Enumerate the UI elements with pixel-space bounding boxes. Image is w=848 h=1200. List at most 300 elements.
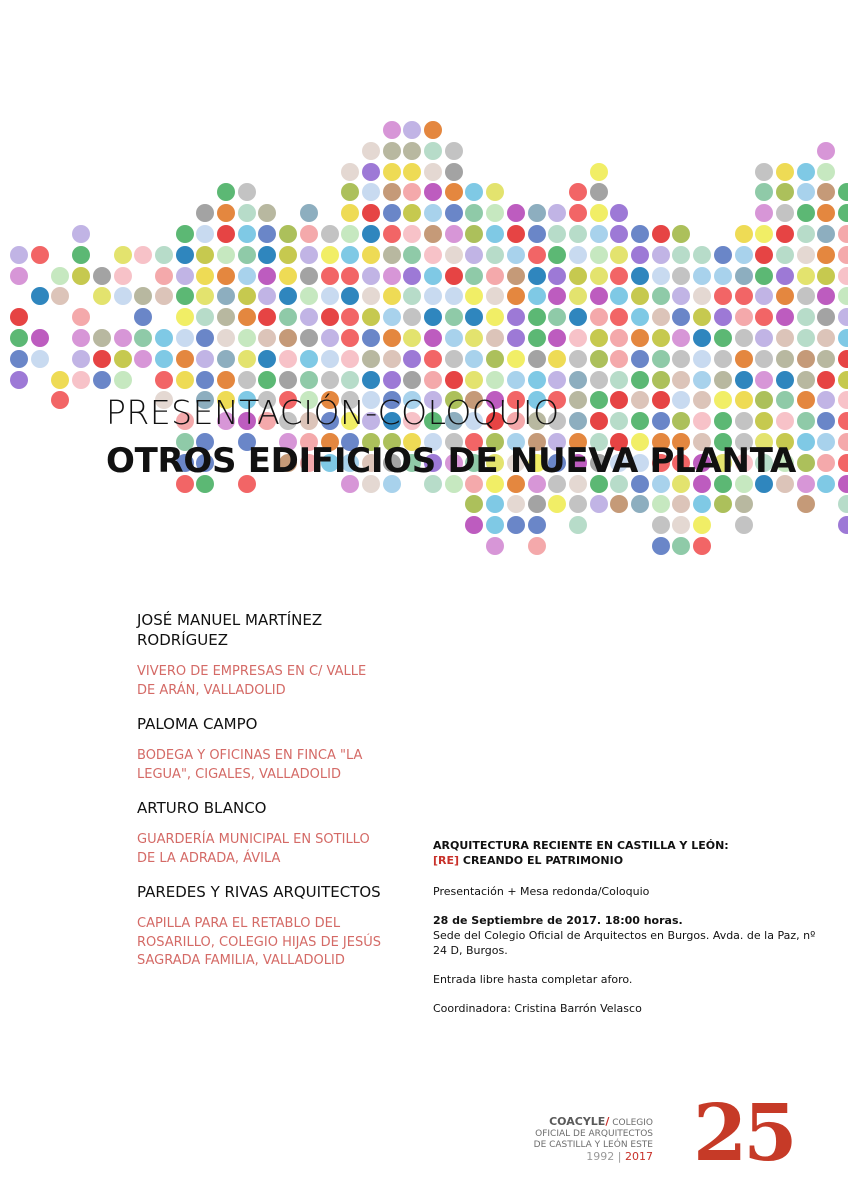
banner-dot xyxy=(114,329,132,347)
event-date: 28 de Septiembre de 2017. 18:00 horas. xyxy=(433,914,683,927)
banner-dot xyxy=(507,350,525,368)
banner-dot xyxy=(424,246,442,264)
banner-dot xyxy=(383,121,401,139)
banner-dot xyxy=(362,267,380,285)
banner-dot xyxy=(424,308,442,326)
banner-dot xyxy=(383,267,401,285)
banner-dot xyxy=(528,225,546,243)
banner-dot xyxy=(445,287,463,305)
banner-dot xyxy=(362,225,380,243)
banner-dot xyxy=(465,225,483,243)
banner-dot xyxy=(217,204,235,222)
banner-dot xyxy=(341,246,359,264)
banner-dot xyxy=(10,371,28,389)
banner-dot xyxy=(300,350,318,368)
banner-dot xyxy=(321,287,339,305)
banner-dot xyxy=(403,225,421,243)
banner-dot xyxy=(465,204,483,222)
banner-dot xyxy=(445,267,463,285)
banner-dot xyxy=(300,287,318,305)
speaker-item xyxy=(137,798,387,868)
banner-dot xyxy=(735,308,753,326)
banner-dot xyxy=(217,267,235,285)
banner-dot xyxy=(486,287,504,305)
banner-dot xyxy=(672,246,690,264)
banner-dot xyxy=(10,329,28,347)
banner-dot xyxy=(176,287,194,305)
logo-slash: / xyxy=(605,1115,610,1128)
banner-dot xyxy=(217,371,235,389)
banner-dot xyxy=(465,308,483,326)
banner-dot xyxy=(238,267,256,285)
banner-dot xyxy=(341,308,359,326)
banner-dot xyxy=(383,287,401,305)
banner-dot xyxy=(735,287,753,305)
banner-dot xyxy=(176,267,194,285)
banner-dot xyxy=(507,495,525,513)
banner-dot xyxy=(341,371,359,389)
banner-dot xyxy=(279,329,297,347)
speaker-project: VIVERO DE EMPRESAS EN C/ VALLE DE ARÁN, VALLADOLID xyxy=(137,664,367,698)
speaker-project: GUARDERÍA MUNICIPAL EN SOTILLO DE LA ADRADA, ÁVILA xyxy=(137,832,370,866)
banner-dot xyxy=(590,391,608,409)
banner-dot xyxy=(403,246,421,264)
banner-dot xyxy=(321,350,339,368)
banner-dot xyxy=(610,308,628,326)
speaker-project: BODEGA Y OFICINAS EN FINCA "LA LEGUA", CIGALES, VALLADOLID xyxy=(137,748,363,782)
banner-dot xyxy=(838,433,848,451)
banner-dot xyxy=(445,350,463,368)
banner-dot xyxy=(300,246,318,264)
banner-dot xyxy=(652,412,670,430)
banner-dot xyxy=(631,391,649,409)
banner-dot xyxy=(528,329,546,347)
banner-dot xyxy=(610,371,628,389)
banner-dot xyxy=(569,267,587,285)
banner-dot xyxy=(403,308,421,326)
banner-dot xyxy=(838,246,848,264)
banner-dot xyxy=(93,267,111,285)
banner-dot xyxy=(735,391,753,409)
banner-dot xyxy=(424,121,442,139)
banner-dot xyxy=(362,142,380,160)
banner-dot xyxy=(693,371,711,389)
banner-dot xyxy=(321,329,339,347)
banner-dot xyxy=(300,329,318,347)
banner-dot xyxy=(610,329,628,347)
banner-dot xyxy=(693,329,711,347)
banner-dot xyxy=(362,329,380,347)
banner-dot xyxy=(755,163,773,181)
banner-dot xyxy=(403,163,421,181)
banner-dot xyxy=(424,204,442,222)
banner-dot xyxy=(652,308,670,326)
speaker-name: PALOMA CAMPO xyxy=(137,715,258,733)
banner-dot xyxy=(776,183,794,201)
banner-dot xyxy=(51,391,69,409)
banner-dot xyxy=(652,371,670,389)
logo-line2: OFICIAL DE ARQUITECTOS xyxy=(535,1129,653,1139)
banner-dot xyxy=(631,308,649,326)
event-info xyxy=(433,838,823,1030)
banner-dot xyxy=(507,516,525,534)
banner-dot xyxy=(341,183,359,201)
banner-dot xyxy=(217,225,235,243)
banner-dot xyxy=(238,287,256,305)
banner-dot xyxy=(631,287,649,305)
banner-dot xyxy=(424,371,442,389)
banner-dot xyxy=(362,163,380,181)
banner-dot xyxy=(776,246,794,264)
banner-dot xyxy=(672,287,690,305)
banner-dot xyxy=(134,350,152,368)
banner-dot xyxy=(196,350,214,368)
banner-dot xyxy=(528,204,546,222)
banner-dot xyxy=(776,267,794,285)
banner-dot xyxy=(693,391,711,409)
title-presentacion-coloquio: PRESENTACIÓN-COLOQUIO xyxy=(106,393,560,432)
banner-dot xyxy=(403,121,421,139)
banner-dot xyxy=(631,225,649,243)
banner-dot xyxy=(817,225,835,243)
logo-text xyxy=(534,1116,653,1162)
banner-dot xyxy=(797,308,815,326)
banner-dot xyxy=(569,287,587,305)
banner-dot xyxy=(279,287,297,305)
banner-dot xyxy=(10,267,28,285)
banner-dot xyxy=(258,287,276,305)
banner-dot xyxy=(610,246,628,264)
banner-dot xyxy=(238,329,256,347)
banner-dot xyxy=(238,246,256,264)
banner-dot xyxy=(424,329,442,347)
banner-dot xyxy=(672,537,690,555)
banner-dot xyxy=(258,329,276,347)
banner-dot xyxy=(403,371,421,389)
banner-dot xyxy=(631,495,649,513)
banner-dot xyxy=(548,308,566,326)
banner-dot xyxy=(548,287,566,305)
banner-dot xyxy=(196,246,214,264)
banner-dot xyxy=(300,308,318,326)
banner-dot xyxy=(445,308,463,326)
banner-dot xyxy=(838,183,848,201)
banner-dot xyxy=(93,371,111,389)
banner-dot xyxy=(31,350,49,368)
banner-dot xyxy=(424,163,442,181)
banner-dot xyxy=(279,350,297,368)
banner-dot xyxy=(528,287,546,305)
banner-dot xyxy=(486,371,504,389)
event-coordinator: Coordinadora: Cristina Barrón Velasco xyxy=(433,1002,642,1015)
banner-dot xyxy=(134,246,152,264)
banner-dot xyxy=(445,329,463,347)
banner-dot xyxy=(590,163,608,181)
banner-dot xyxy=(590,287,608,305)
banner-dot xyxy=(817,246,835,264)
banner-dot xyxy=(465,495,483,513)
banner-dot xyxy=(610,495,628,513)
banner-dot xyxy=(31,246,49,264)
event-venue: Sede del Colegio Oficial de Arquitectos en Burgos. Avda. de la Paz, nº 24 D, Burgos. xyxy=(433,929,816,957)
banner-dot xyxy=(114,371,132,389)
banner-dot xyxy=(258,246,276,264)
banner-dot xyxy=(403,287,421,305)
banner-dot xyxy=(217,246,235,264)
banner-dot xyxy=(610,204,628,222)
banner-dot xyxy=(672,350,690,368)
banner-dot xyxy=(528,495,546,513)
banner-dot xyxy=(755,246,773,264)
banner-dot xyxy=(507,308,525,326)
banner-dot xyxy=(569,308,587,326)
banner-dot xyxy=(196,225,214,243)
banner-dot xyxy=(755,204,773,222)
banner-dot xyxy=(755,391,773,409)
banner-dot xyxy=(238,183,256,201)
banner-dot xyxy=(590,371,608,389)
banner-dot xyxy=(445,183,463,201)
banner-dot xyxy=(672,391,690,409)
banner-dot xyxy=(652,267,670,285)
banner-dot xyxy=(51,287,69,305)
banner-dot xyxy=(507,287,525,305)
banner-dot xyxy=(838,475,848,493)
banner-dot xyxy=(714,287,732,305)
banner-dot xyxy=(631,371,649,389)
banner-dot xyxy=(693,267,711,285)
logo-line3: DE CASTILLA Y LEÓN ESTE xyxy=(533,1140,653,1150)
banner-dot xyxy=(610,391,628,409)
banner-dot xyxy=(672,412,690,430)
logo-brand: COACYLE xyxy=(549,1115,606,1128)
banner-dot xyxy=(72,350,90,368)
banner-dot xyxy=(114,267,132,285)
logo-anniversary-number: 25 xyxy=(693,1088,794,1179)
banner-dot xyxy=(817,412,835,430)
banner-dot xyxy=(258,371,276,389)
logo-year-start: 1992 xyxy=(586,1150,615,1163)
banner-dot xyxy=(672,267,690,285)
banner-dot xyxy=(797,183,815,201)
banner-dot xyxy=(258,308,276,326)
banner-dot xyxy=(445,371,463,389)
banner-dot xyxy=(672,308,690,326)
banner-dot xyxy=(486,308,504,326)
banner-dot xyxy=(590,412,608,430)
banner-dot xyxy=(755,329,773,347)
banner-dot xyxy=(528,246,546,264)
banner-dot xyxy=(652,350,670,368)
banner-dot xyxy=(176,225,194,243)
banner-dot xyxy=(528,267,546,285)
banner-dot xyxy=(838,287,848,305)
banner-dot xyxy=(279,246,297,264)
banner-dot xyxy=(51,371,69,389)
banner-dot xyxy=(590,183,608,201)
banner-dot xyxy=(838,225,848,243)
banner-dot xyxy=(217,329,235,347)
banner-dot xyxy=(279,267,297,285)
banner-dot xyxy=(362,308,380,326)
banner-dot xyxy=(693,516,711,534)
banner-dot xyxy=(797,225,815,243)
banner-dot xyxy=(51,267,69,285)
banner-dot xyxy=(10,308,28,326)
banner-dot xyxy=(838,350,848,368)
banner-dot xyxy=(755,371,773,389)
banner-dot xyxy=(507,329,525,347)
banner-dot xyxy=(403,142,421,160)
banner-dot xyxy=(424,183,442,201)
banner-dot xyxy=(217,287,235,305)
banner-dot xyxy=(776,308,794,326)
banner-dot xyxy=(134,287,152,305)
banner-dot xyxy=(403,204,421,222)
banner-dot xyxy=(817,329,835,347)
banner-dot xyxy=(424,267,442,285)
banner-dot xyxy=(797,475,815,493)
banner-dot xyxy=(238,308,256,326)
banner-dot xyxy=(155,287,173,305)
banner-dot xyxy=(590,329,608,347)
banner-dot xyxy=(838,329,848,347)
banner-dot xyxy=(838,267,848,285)
banner-dot xyxy=(693,287,711,305)
banner-dot xyxy=(486,183,504,201)
banner-dot xyxy=(341,329,359,347)
banner-dot xyxy=(735,267,753,285)
banner-dot xyxy=(196,204,214,222)
banner-dot xyxy=(465,246,483,264)
banner-dot xyxy=(196,267,214,285)
banner-dot xyxy=(590,246,608,264)
banner-dot xyxy=(72,329,90,347)
banner-dot xyxy=(714,371,732,389)
banner-dot xyxy=(341,163,359,181)
banner-dot xyxy=(383,329,401,347)
logo-years xyxy=(534,1151,653,1162)
banner-dot xyxy=(817,183,835,201)
banner-dot xyxy=(465,267,483,285)
banner-dot xyxy=(217,308,235,326)
banner-dot xyxy=(652,246,670,264)
banner-dot xyxy=(362,287,380,305)
banner-dot xyxy=(528,371,546,389)
banner-dot xyxy=(693,537,711,555)
title-otros-edificios: OTROS EDIFICIOS DE NUEVA PLANTA xyxy=(106,441,796,481)
banner-dot xyxy=(797,246,815,264)
banner-dot xyxy=(776,287,794,305)
banner-dot xyxy=(196,308,214,326)
banner-dot xyxy=(486,267,504,285)
banner-dot xyxy=(735,329,753,347)
banner-dot xyxy=(424,225,442,243)
banner-dot xyxy=(652,225,670,243)
banner-dot xyxy=(817,350,835,368)
banner-dot xyxy=(735,225,753,243)
banner-dot xyxy=(300,267,318,285)
banner-dot xyxy=(797,391,815,409)
banner-dot xyxy=(72,371,90,389)
banner-dot xyxy=(714,495,732,513)
banner-dot xyxy=(155,350,173,368)
banner-dot xyxy=(797,412,815,430)
banner-dot xyxy=(93,350,111,368)
banner-dot xyxy=(838,308,848,326)
banner-dot xyxy=(548,329,566,347)
banner-dot xyxy=(652,537,670,555)
event-format: Presentación + Mesa redonda/Coloquio xyxy=(433,885,650,898)
banner-dot xyxy=(217,350,235,368)
banner-dot xyxy=(238,350,256,368)
speaker-item xyxy=(137,882,387,971)
banner-dot xyxy=(424,142,442,160)
banner-dot xyxy=(114,287,132,305)
banner-dot xyxy=(528,537,546,555)
banner-dot xyxy=(652,516,670,534)
banner-dot xyxy=(403,350,421,368)
banner-dot xyxy=(176,350,194,368)
series-title: ARQUITECTURA RECIENTE EN CASTILLA Y LEÓN: xyxy=(433,839,729,852)
banner-dot xyxy=(217,183,235,201)
banner-dot xyxy=(424,287,442,305)
banner-dot xyxy=(321,371,339,389)
banner-dot xyxy=(817,391,835,409)
banner-dot xyxy=(507,204,525,222)
banner-dot xyxy=(300,225,318,243)
banner-dot xyxy=(383,163,401,181)
banner-dot xyxy=(776,350,794,368)
banner-dot xyxy=(838,412,848,430)
banner-dot xyxy=(321,246,339,264)
banner-dot xyxy=(31,329,49,347)
banner-dot xyxy=(134,308,152,326)
banner-dot xyxy=(403,183,421,201)
banner-dot xyxy=(507,371,525,389)
banner-dot xyxy=(321,267,339,285)
banner-dot xyxy=(362,371,380,389)
banner-dot xyxy=(300,371,318,389)
banner-dot xyxy=(321,225,339,243)
series-subtitle-line xyxy=(433,853,823,868)
banner-dot xyxy=(569,516,587,534)
banner-dot xyxy=(341,287,359,305)
banner-dot xyxy=(10,350,28,368)
banner-dot xyxy=(590,204,608,222)
banner-dot xyxy=(714,308,732,326)
banner-dot xyxy=(838,371,848,389)
banner-dot xyxy=(714,246,732,264)
banner-dot xyxy=(735,495,753,513)
banner-dot xyxy=(548,267,566,285)
banner-dot xyxy=(31,287,49,305)
banner-dot xyxy=(72,267,90,285)
banner-dot xyxy=(569,412,587,430)
banner-dot xyxy=(258,204,276,222)
banner-dot xyxy=(693,246,711,264)
banner-dot xyxy=(258,225,276,243)
banner-dot xyxy=(548,204,566,222)
banner-dot xyxy=(507,246,525,264)
banner-dot xyxy=(176,246,194,264)
banner-dot xyxy=(72,308,90,326)
banner-dot xyxy=(776,204,794,222)
banner-dot xyxy=(652,287,670,305)
banner-dot xyxy=(590,350,608,368)
banner-dot xyxy=(776,371,794,389)
banner-dot xyxy=(341,204,359,222)
